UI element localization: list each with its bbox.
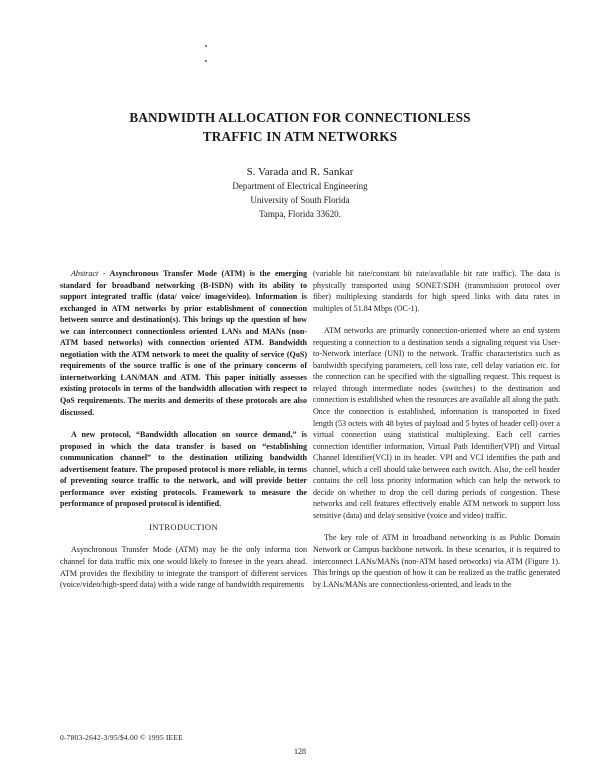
section-heading-introduction: INTRODUCTION (148, 521, 218, 532)
author-names: S. Varada and R. Sankar (246, 166, 354, 178)
copyright-code: 0-7803-2642-3/95/$4.00 © 1995 IEEE (60, 733, 183, 742)
affiliation-department: Department of Electrical Engineering (232, 181, 368, 191)
introduction-paragraph: Asynchronous Transfer Mode (ATM) may be the only informa tion channel for data traffic mix one would likely to foresee in the years ahead. ATM provides the flexibility to integrate the transport of different services (voice/video/high-speed data) with a wide range of bandwidth requirements (60, 545, 307, 590)
scan-speck (205, 45, 207, 47)
body-paragraph-3: The key role of ATM in broadband networking is as Public Domain Network or Campus backbone network. In these scenarios, it is required to interconnect LANs/MANs (non-ATM based networks) via ATM (Figure 1). This brings up the question of how it can be realized as the traffic generated by LANs/MANs are connectionless-oriented, and leads to the (313, 533, 560, 589)
body-paragraph-2: ATM networks are primarily connection-oriented where an end system requesting a connection to a destination sends a signaling request via User-to-Network interface (UNI) to the network. Traffic characteristics such as bandwidth specifying parameters, cell loss rate, cell delay variation etc. for the connection can be specified with the signalling request. This request is relayed through intermediate nodes (switches) to the destination and connection is established when the resources are available all along the path. Once the connection is established, information is transported in fixed length (53 octets with 48 bytes of payload and 5 bytes of header cell) over a virtual connection using statistical multiplexing. Each cell carries connection identifier information, Virtual Path Identifier(VPI) and Virtual Channel Identifier(VCI) in its header. VPI and VCI identifies the path and channel, which a cell should take between each switch. Also, the cell header contains the cell loss priority information which can help the network to decide on whether to drop the cell during periods of congestion. These networks and cell features effectively enable ATM network to support loss sensitive (data) and delay sensitive (voice and video) traffic. (313, 326, 560, 520)
abstract-label: Abstract - (71, 269, 106, 278)
left-column (60, 268, 307, 591)
title-line-1: BANDWIDTH ALLOCATION FOR CONNECTIONLESS (129, 110, 471, 125)
author-affiliation (150, 180, 450, 221)
abstract-paragraph-2: A new protocol, “Bandwidth allocation on source demand,” is proposed in which the data transfer is based on “establishing communication channel” to the destination utilizing bandwidth advertisement feature. The proposed protocol is more reliable, in terms of preventing source traffic to the network, and will provide better performance over existing protocols. Framework to measure the performance of proposed protocol is identified. (60, 430, 307, 509)
title-line-2: TRAFFIC IN ATM NETWORKS (202, 129, 398, 144)
right-column (313, 268, 560, 590)
body-paragraph-1: (variable bit rate/constant bit rate/available bit rate traffic). The data is physically transported using SONET/SDH (transmission protocol over fiber) multiplexing standards for high speed links with data rates in multiples of 51.84 Mbps (OC-1). (313, 269, 560, 313)
abstract-text: Asynchronous Transfer Mode (ATM) is the emerging standard for broadband networking (B-ISDN) with its ability to support integrated traffic (data/ voice/ image/video). Information is exchanged in ATM networks by prior establishment of connection between source and destination(s). This brings up the question of how we can interconnect connectionless oriented LANs and MANs (non-ATM based networks) with connection oriented ATM. Bandwidth negotiation with the ATM network to meet the quality of service (QoS) requirements of the source traffic is one of the primary concerns of internetworking LAN/MAN and ATM. This paper initially assesses existing protocols in terms of the bandwidth allocation with respect to QoS requirements. The merits and demerits of these protocols are also discussed. (60, 269, 307, 417)
affiliation-location: Tampa, Florida 33620. (259, 208, 341, 219)
abstract-paragraph (60, 268, 307, 418)
scan-speck (205, 60, 207, 62)
paper-title (80, 108, 520, 146)
affiliation-university: University of South Florida (250, 194, 350, 205)
page-number: 128 (294, 747, 306, 756)
